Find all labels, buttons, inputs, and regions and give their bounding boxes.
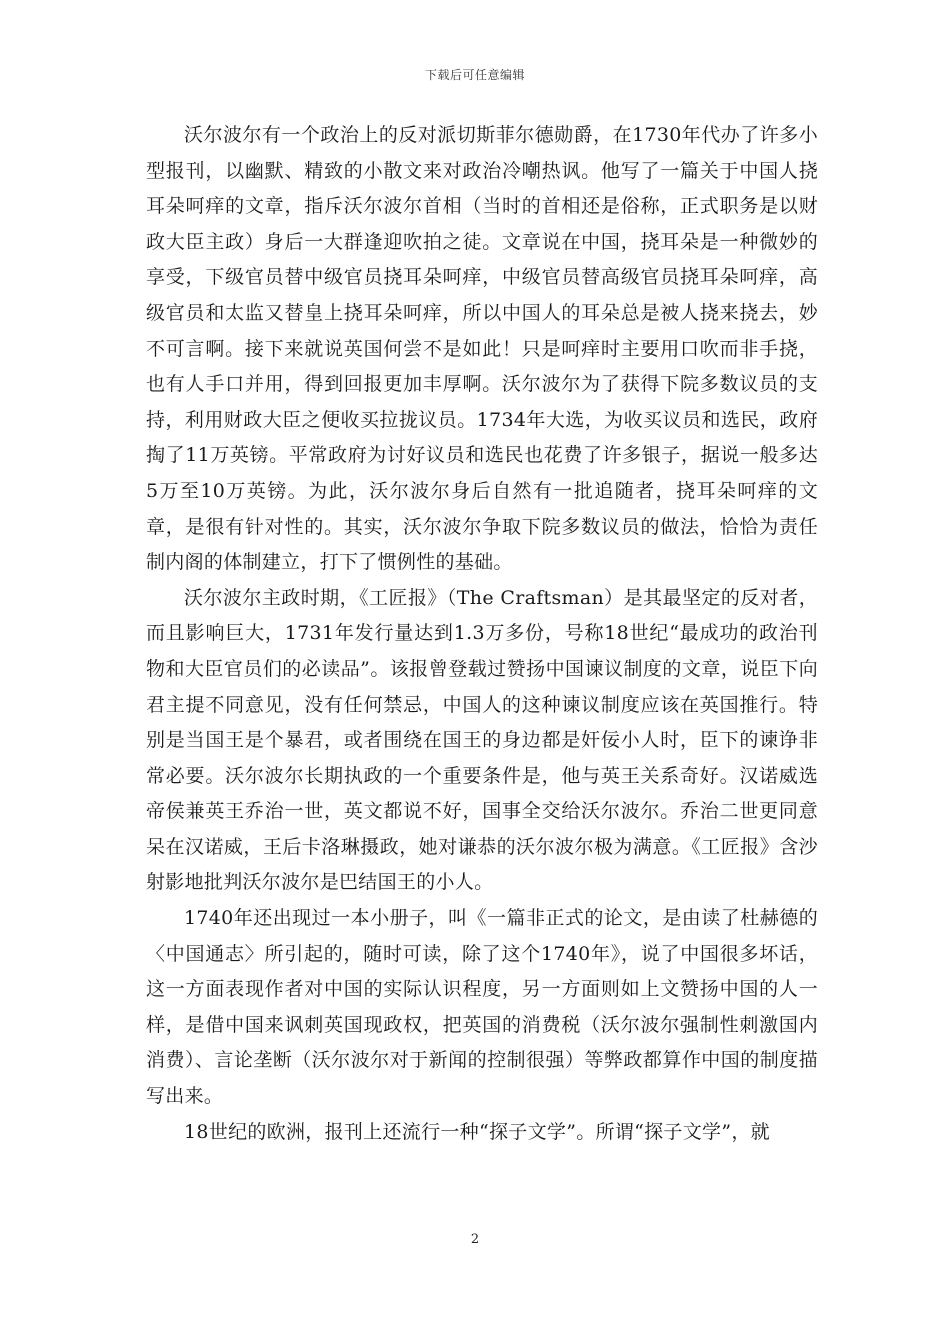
document-body (146, 118, 818, 1150)
paragraph: 沃尔波尔有一个政治上的反对派切斯菲尔德勋爵，在1730年代办了许多小型报刊，以幽默、精致的小散文来对政治冷嘲热讽。他写了一篇关于中国人挠耳朵呵痒的文章，指斥沃尔波尔首相（当时的首相还是俗称，正式职务是以财政大臣主政）身后一大群逢迎吹拍之徒。文章说在中国，挠耳朵是一种微妙的享受，下级官员替中级官员挠耳朵呵痒，中级官员替高级官员挠耳朵呵痒，高级官员和太监又替皇上挠耳朵呵痒，所以中国人的耳朵总是被人挠来挠去，妙不可言啊。接下来就说英国何尝不是如此！只是呵痒时主要用口吹而非手挠，也有人手口并用，得到回报更加丰厚啊。沃尔波尔为了获得下院多数议员的支持，利用财政大臣之便收买拉拢议员。1734年大选，为收买议员和选民，政府掏了11万英镑。平常政府为讨好议员和选民也花费了许多银子，据说一般多达5万至10万英镑。为此，沃尔波尔身后自然有一批追随者，挠耳朵呵痒的文章，是很有针对性的。其实，沃尔波尔争取下院多数议员的做法，恰恰为责任制内阁的体制建立，打下了惯例性的基础。 (146, 124, 818, 574)
paragraph: 沃尔波尔主政时期，《工匠报》（The Craftsman）是其最坚定的反对者，而且影响巨大，1731年发行量达到1.3万多份，号称18世纪“最成功的政治刊物和大臣官员们的必读品”。该报曾登载过赞扬中国谏议制度的文章，说臣下向君主提不同意见，没有任何禁忌，中国人的这种谏议制度应该在英国推行。特别是当国王是个暴君，或者围绕在国王的身边都是奸佞小人时，臣下的谏诤非常必要。沃尔波尔长期执政的一个重要条件是，他与英王关系奇好。汉诺威选帝侯兼英王乔治一世，英文都说不好，国事全交给沃尔波尔。乔治二世更同意呆在汉诺威，王后卡洛琳摄政，她对谦恭的沃尔波尔极为满意。《工匠报》含沙射影地批判沃尔波尔是巴结国王的小人。 (146, 586, 818, 894)
paragraph: 1740年还出现过一本小册子，叫《一篇非正式的论文，是由读了杜赫德的〈中国通志〉所引起的，随时可读，除了这个1740年》，说了中国很多坏话，这一方面表现作者对中国的实际认识程度，另一方面则如上文赞扬中国的人一样，是借中国来讽刺英国现政权，把英国的消费税（沃尔波尔强制性刺激国内消费）、言论垄断（沃尔波尔对于新闻的控制很强）等弊政都算作中国的制度描写出来。 (146, 907, 818, 1108)
page-header: 下载后可任意编辑 (424, 68, 525, 82)
page-number: 2 (470, 1232, 480, 1247)
paragraph: 18世纪的欧洲，报刊上还流行一种“探子文学”。所谓“探子文学”，就 (184, 1120, 770, 1143)
